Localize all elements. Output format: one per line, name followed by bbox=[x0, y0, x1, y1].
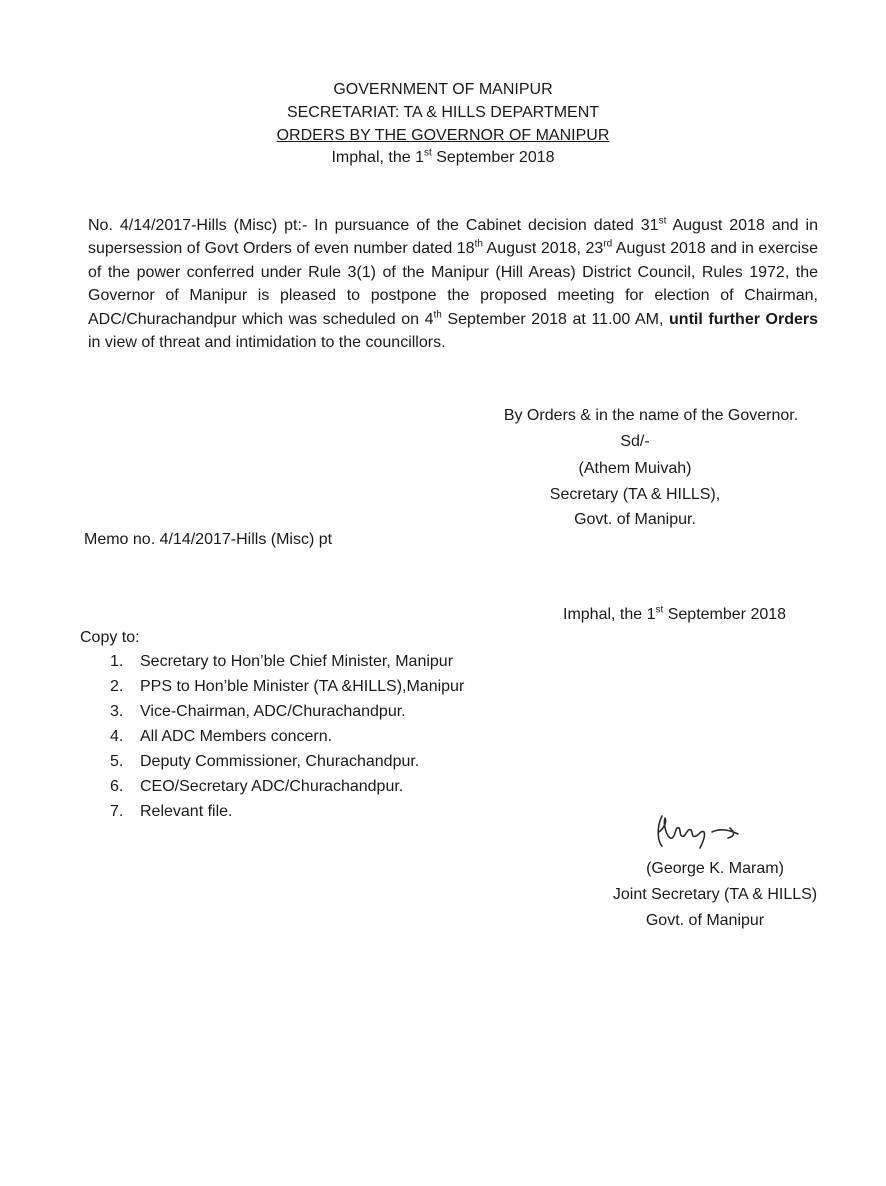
secretary-office: Govt. of Manipur. bbox=[574, 511, 696, 528]
list-item: 7. Relevant file. bbox=[110, 803, 233, 820]
header-orders-title: ORDERS BY THE GOVERNOR OF MANIPUR bbox=[276, 127, 610, 144]
list-item: 1. Secretary to Hon’ble Chief Minister, Manipur bbox=[110, 653, 454, 670]
bold-until-further-orders: until further Orders bbox=[669, 310, 819, 328]
memo-date: Imphal, the 1st September 2018 bbox=[563, 604, 787, 623]
secretary-name: (Athem Muivah) bbox=[578, 460, 692, 477]
secretary-designation: Secretary (TA & HILLS), bbox=[549, 486, 721, 503]
header-department: SECRETARIAT: TA & HILLS DEPARTMENT bbox=[286, 104, 600, 121]
header-government: GOVERNMENT OF MANIPUR bbox=[333, 81, 553, 98]
list-item: 6. CEO/Secretary ADC/Churachandpur. bbox=[110, 778, 404, 795]
list-item: 5. Deputy Commissioner, Churachandpur. bbox=[110, 753, 420, 770]
handwritten-signature bbox=[650, 808, 770, 853]
header-date: Imphal, the 1st September 2018 bbox=[331, 147, 555, 166]
list-item: 2. PPS to Hon’ble Minister (TA &HILLS),Manipur bbox=[110, 678, 465, 695]
joint-secretary-designation: Joint Secretary (TA & HILLS) bbox=[612, 886, 818, 903]
memo-number: Memo no. 4/14/2017-Hills (Misc) pt bbox=[84, 531, 333, 548]
sd-mark: Sd/- bbox=[620, 433, 650, 450]
joint-secretary-name: (George K. Maram) bbox=[646, 860, 784, 877]
order-paragraph: No. 4/14/2017-Hills (Misc) pt:- In pursuance of the Cabinet decision dated 31st August 2018 and in supersession of Govt Orders of even number dated 18th August 2018, 23rd August 2018 and in exercise of the power conferred under Rule 3(1) of the Manipur (Hill Areas) District Council, Rules 1972, the Governor of Manipur is pleased to postpone the proposed meeting for election of Chairman, ADC/Churachandpur which was scheduled on 4th September 2018 at 11.00 AM, until further Orders in view of threat and intimidation to the councillors. bbox=[88, 215, 819, 352]
by-orders-line: By Orders & in the name of the Governor. bbox=[503, 407, 799, 424]
copy-to-label: Copy to: bbox=[80, 629, 140, 646]
list-item: 3. Vice-Chairman, ADC/Churachandpur. bbox=[110, 703, 406, 720]
joint-secretary-office: Govt. of Manipur bbox=[645, 912, 765, 929]
copy-to-list bbox=[110, 652, 464, 827]
list-item: 4. All ADC Members concern. bbox=[110, 728, 333, 745]
